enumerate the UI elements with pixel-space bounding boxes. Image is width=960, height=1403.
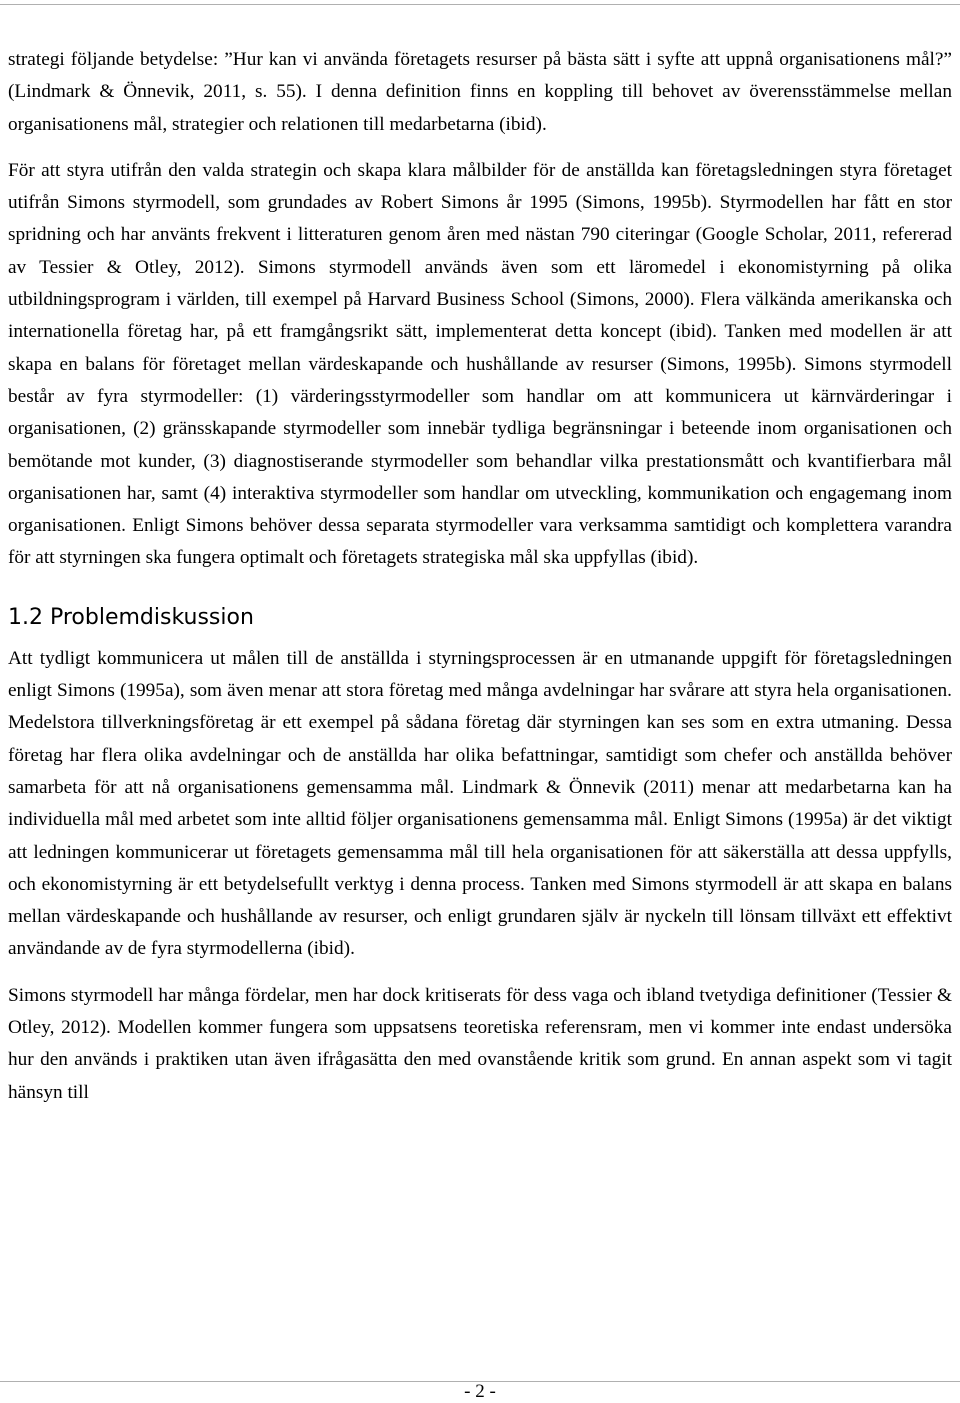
paragraph-problem-discussion: Att tydligt kommunicera ut målen till de anställda i styrningsprocessen är en utmanande uppgift för företagsledningen enligt Simons (1995a), som även menar att stora företag med många avdelningar har svårare att styra hela organisationen. Medelstora tillverkningsföretag är ett exempel på sådana företag där styrningen kan ses som en extra utmaning. Dessa företag har flera olika avdelningar och de anställda har olika befattningar, samtidigt som chefer och anställda behöver samarbeta för att nå organisationens gemensamma mål. Lindmark & Önnevik (2011) menar att medarbetarna kan ha individuella mål med arbetet som inte alltid följer organisationens gemensamma mål. Enligt Simons (1995a) är det viktigt att ledningen kommunicerar ut företagets gemensamma mål till hela organisationen för att säkerställa att dessa uppfylls, och ekonomistyrning är ett betydelsefullt verktyg i denna process. Tanken med Simons styrmodell är att skapa en balans mellan värdeskapande och hushållande av resurser, och enligt grundaren själv är nyckeln till lönsam tillväxt ett effektivt användande av de fyra styrmodellerna (ibid).	[8, 647, 952, 960]
section-heading-problemdiskussion: 1.2 Problemdiskussion	[8, 604, 254, 630]
paragraph-strategy-definition: strategi följande betydelse: ”Hur kan vi använda företagets resurser på bästa sätt i syfte att uppnå organisationens mål?” (Lindmark & Önnevik, 2011, s. 55). I denna definition finns en koppling till behovet av överensstämmelse mellan organisationens mål, strategier och relationen till medarbetarna (ibid).	[8, 49, 952, 135]
document-body	[8, 44, 952, 1109]
paragraph-model-criticism: Simons styrmodell har många fördelar, men har dock kritiserats för dess vaga och ibland tvetydiga definitioner (Tessier & Otley, 2012). Modellen kommer fungera som uppsatsens teoretiska referensram, men vi kommer inte endast undersöka hur den används i praktiken utan även ifrågasätta den med ovanstående kritik som grund. En annan aspekt som vi tagit hänsyn till	[8, 984, 952, 1103]
paragraph-simons-model: För att styra utifrån den valda strategin och skapa klara målbilder för de anställda kan företagsledningen styra företaget utifrån Simons styrmodell, som grundades av Robert Simons år 1995 (Simons, 1995b). Styrmodellen har fått en stor spridning och har använts frekvent i litteraturen genom åren med nästan 790 citeringar (Google Scholar, 2011, refererad av Tessier & Otley, 2012). Simons styrmodell används även som ett läromedel i ekonomistyrning på olika utbildningsprogram i världen, till exempel på Harvard Business School (Simons, 2000). Flera välkända amerikanska och internationella företag har, på ett framgångsrikt sätt, implementerat detta koncept (ibid). Tanken med modellen är att skapa en balans för företaget mellan värdeskapande och hushållande av resurser (Simons, 1995b). Simons styrmodell består av fyra styrmodeller: (1) värderingsstyrmodeller som handlar om att kommunicera ut kärnvärderingar i organisationen, (2) gränsskapande styrmodeller som innebär tydliga begränsningar i beteende inom organisationen och bemötande mot kunder, (3) diagnostiserande styrmodeller som behandlar vilka prestationsmått och kvantifierbara mål organisationen har, samt (4) interaktiva styrmodeller som handlar om utveckling, kommunikation och engagemang inom organisationen. Enligt Simons behöver dessa separata styrmodeller vara verksamma samtidigt och komplettera varandra för att styrningen ska fungera optimalt och företagets strategiska mål ska uppfyllas (ibid).	[8, 159, 952, 569]
page-number: - 2 -	[464, 1381, 496, 1402]
header-rule	[0, 4, 960, 5]
